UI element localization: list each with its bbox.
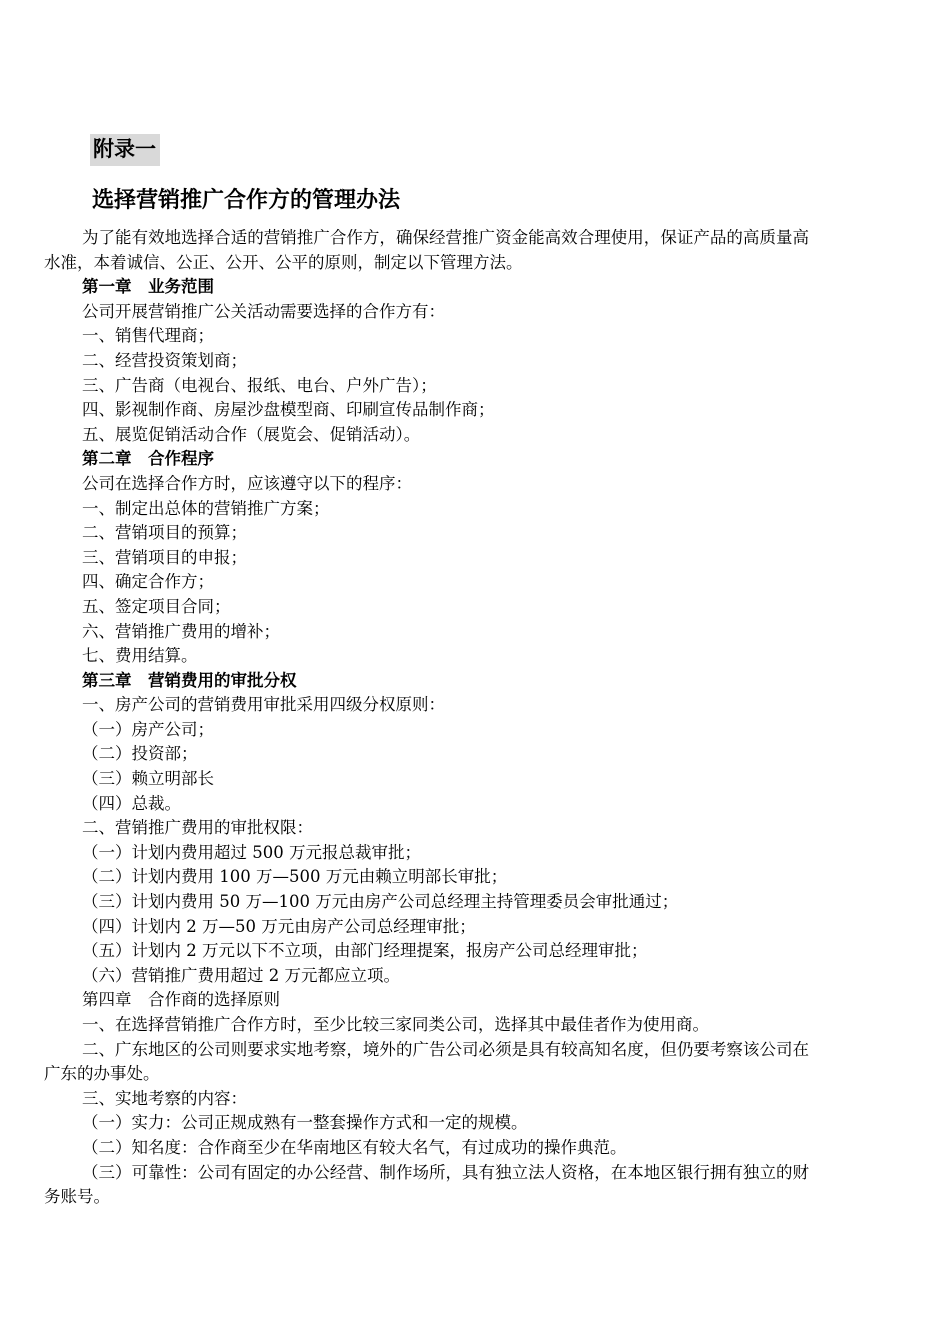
- list-item: 三、广告商（电视台、报纸、电台、户外广告）；: [82, 375, 437, 395]
- chapter-2-heading: 第二章 合作程序: [82, 449, 214, 469]
- list-item: 三、营销项目的申报；: [82, 547, 247, 567]
- list-item: 一、制定出总体的营销推广方案；: [82, 498, 330, 518]
- list-item: 五、展览促销活动合作（展览会、促销活动）。: [82, 424, 421, 444]
- chapter-4-paragraph: （二）知名度：合作商至少在华南地区有较大名气，有过成功的操作典范。: [82, 1137, 627, 1157]
- list-item: （一）房产公司；: [82, 719, 214, 739]
- list-item: 二、营销项目的预算；: [82, 523, 247, 543]
- chapter-4-paragraph: 二、广东地区的公司则要求实地考察，境外的广告公司必须是具有较高知名度，但仍要考察该公司在广东的办事处。: [44, 1039, 809, 1084]
- list-item: （六）营销推广费用超过 2 万元都应立项。: [82, 965, 400, 985]
- list-item: 五、签定项目合同；: [82, 596, 231, 616]
- chapter-1-lead: 公司开展营销推广公关活动需要选择的合作方有：: [82, 301, 445, 321]
- chapter-4-paragraph: 一、在选择营销推广合作方时，至少比较三家同类公司，选择其中最佳者作为使用商。: [82, 1015, 709, 1034]
- list-item: 四、影视制作商、房屋沙盘模型商、印刷宣传品制作商；: [82, 400, 495, 420]
- list-item: 一、销售代理商；: [82, 326, 214, 346]
- list-item: 二、经营投资策划商；: [82, 350, 247, 370]
- chapter-4-heading: 第四章 合作商的选择原则: [82, 990, 280, 1010]
- chapter-2-lead: 公司在选择合作方时，应该遵守以下的程序：: [82, 473, 412, 493]
- chapter-3-heading: 第三章 营销费用的审批分权: [82, 670, 297, 690]
- list-item: （三）赖立明部长: [82, 769, 214, 789]
- list-item: （四）总裁。: [82, 793, 181, 813]
- list-item: （一）计划内费用超过 500 万元报总裁审批；: [82, 842, 421, 862]
- list-item: （二）投资部；: [82, 744, 198, 764]
- document-body: [44, 226, 809, 1210]
- chapter-4-paragraph: （三）可靠性：公司有固定的办公经营、制作场所，具有独立法人资格，在本地区银行拥有独立的财务账号。: [44, 1162, 809, 1207]
- list-item: （四）计划内 2 万—50 万元由房产公司总经理审批；: [82, 916, 476, 936]
- appendix-label: 附录一: [90, 134, 160, 166]
- document-title: 选择营销推广合作方的管理办法: [92, 187, 401, 213]
- list-item: （五）计划内 2 万元以下不立项，由部门经理提案，报房产公司总经理审批；: [82, 941, 648, 961]
- list-item: 六、营销推广费用的增补；: [82, 621, 280, 641]
- chapter-4-paragraph: 三、实地考察的内容：: [82, 1088, 247, 1108]
- chapter-3-lead-2: 二、营销推广费用的审批权限：: [82, 818, 313, 838]
- list-item: （二）计划内费用 100 万—500 万元由赖立明部长审批；: [82, 867, 508, 887]
- list-item: 四、确定合作方；: [82, 572, 214, 592]
- list-item: 七、费用结算。: [82, 646, 198, 666]
- chapter-3-lead-1: 一、房产公司的营销费用审批采用四级分权原则：: [82, 695, 445, 715]
- chapter-1-heading: 第一章 业务范围: [82, 277, 214, 297]
- intro-paragraph: 为了能有效地选择合适的营销推广合作方，确保经营推广资金能高效合理使用，保证产品的高质量高水准，本着诚信、公正、公开、公平的原则，制定以下管理方法。: [44, 228, 809, 272]
- list-item: （三）计划内费用 50 万—100 万元由房产公司总经理主持管理委员会审批通过；: [82, 892, 679, 912]
- chapter-4-paragraph: （一）实力：公司正规成熟有一整套操作方式和一定的规模。: [82, 1113, 528, 1133]
